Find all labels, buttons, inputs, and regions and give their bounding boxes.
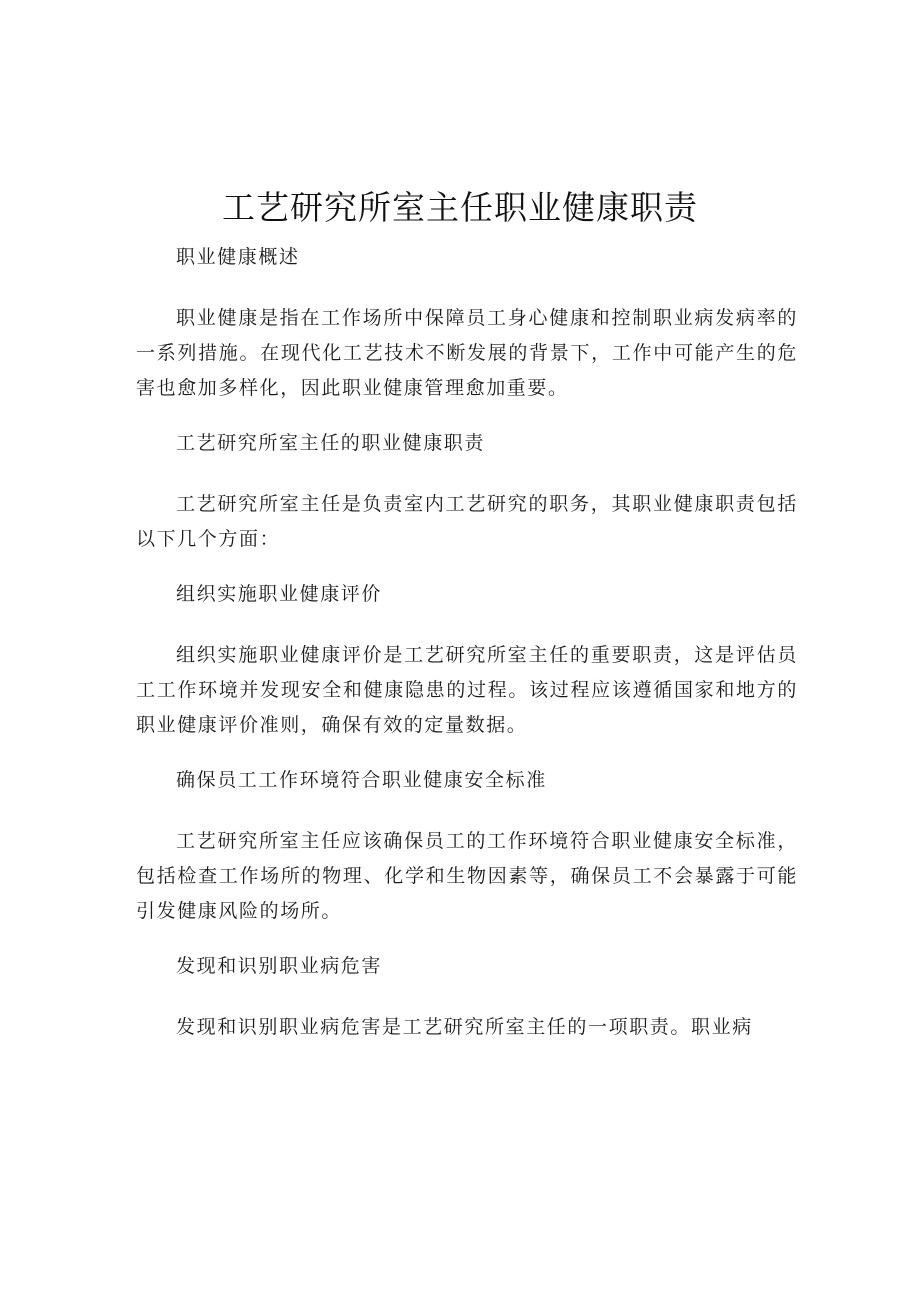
section-paragraph-responsibilities: 工艺研究所室主任是负责室内工艺研究的职务，其职业健康职责包括以下几个方面： (136, 493, 798, 550)
section-heading-environment: 确保员工工作环境符合职业健康安全标准 (176, 769, 547, 791)
section-paragraph-overview: 职业健康是指在工作场所中保障员工身心健康和控制职业病发病率的一系列措施。在现代化工艺技术不断发展的背景下，工作中可能产生的危害也愈加多样化，因此职业健康管理愈加重要。 (136, 307, 798, 399)
section-heading-responsibilities: 工艺研究所室主任的职业健康职责 (176, 432, 486, 454)
section-heading-evaluation: 组织实施职业健康评价 (176, 583, 383, 605)
section-paragraph-environment: 工艺研究所室主任应该确保员工的工作环境符合职业健康安全标准，包括检查工作场所的物理、化学和生物因素等，确保员工不会暴露于可能引发健康风险的场所。 (136, 830, 798, 922)
section-heading-overview: 职业健康概述 (176, 246, 300, 268)
section-heading-hazards: 发现和识别职业病危害 (176, 955, 383, 977)
document-body (136, 240, 798, 1065)
section-paragraph-evaluation: 组织实施职业健康评价是工艺研究所室主任的重要职责，这是评估员工工作环境并发现安全和健康隐患的过程。该过程应该遵循国家和地方的职业健康评价准则，确保有效的定量数据。 (136, 644, 798, 736)
document-title: 工艺研究所室主任职业健康职责 (222, 188, 698, 227)
section-paragraph-hazards: 发现和识别职业病危害是工艺研究所室主任的一项职责。职业病 (176, 1016, 753, 1038)
